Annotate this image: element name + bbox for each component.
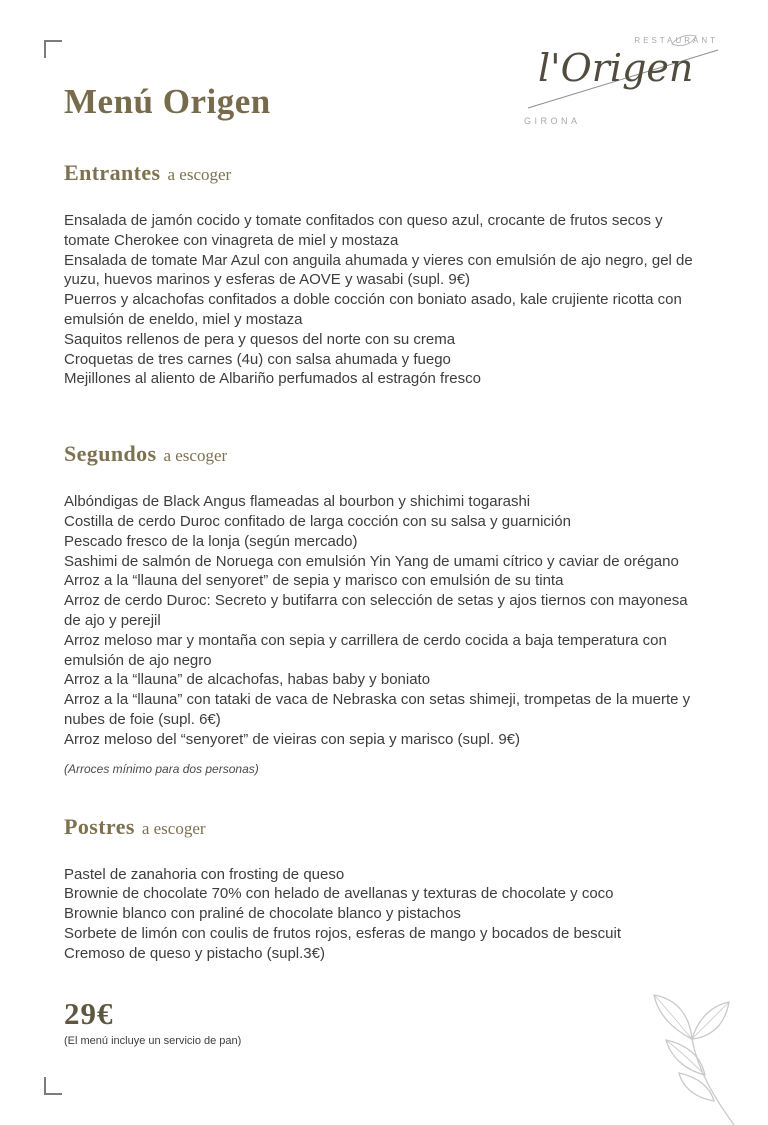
frame-corner-bottom-left (44, 1077, 62, 1095)
menu-item: Ensalada de tomate Mar Azul con anguila ahumada y vieres con emulsión de ajo negro, gel de yuzu, huevos marinos y esferas de AOVE y wasabi (supl. 9€) (64, 251, 693, 289)
menu-item: Arroz de cerdo Duroc: Secreto y butifarra con selección de setas y ajos tiernos con mayonesa de ajo y perejil (64, 592, 688, 629)
entrantes-heading-row (64, 160, 708, 187)
logo-tagline: RESTAURANT (634, 36, 718, 45)
logo-city: GIRONA (524, 116, 581, 126)
menu-price: 29€ (64, 995, 114, 1031)
menu-item: Brownie blanco con praliné de chocolate blanco y pistachos (64, 905, 461, 923)
segundos-items (64, 492, 708, 749)
menu-item: Arroz a la “llauna” de alcachofas, habas baby y boniato (64, 671, 431, 689)
menu-content (64, 0, 708, 1047)
menu-item: Croquetas de tres carnes (4u) con salsa ahumada y fuego (64, 350, 451, 368)
menu-item: Arroz a la “llauna del senyoret” de sepia y marisco con emulsión de su tinta (64, 572, 564, 590)
section-segundos (64, 441, 708, 775)
menu-item: Saquitos rellenos de pera y quesos del norte con su crema (64, 330, 456, 348)
menu-item: Pescado fresco de la lonja (según mercado) (64, 532, 358, 550)
section-subheading: a escoger (141, 818, 206, 838)
segundos-heading-row (64, 441, 708, 468)
entrantes-items (64, 211, 708, 389)
menu-item: Pastel de zanahoria con frosting de queso (64, 865, 345, 883)
menu-item: Arroz meloso del “senyoret” de vieiras con sepia y marisco (supl. 9€) (64, 730, 521, 748)
postres-heading-row (64, 814, 708, 841)
menu-item: Brownie de chocolate 70% con helado de avellanas y texturas de chocolate y coco (64, 885, 614, 903)
menu-item: Puerros y alcachofas confitados a doble cocción con boniato asado, kale crujiente ricotta con emulsión de eneldo, miel y mostaza (64, 291, 682, 328)
section-subheading: a escoger (163, 446, 228, 466)
section-heading: Segundos (64, 441, 157, 467)
menu-item: Costilla de cerdo Duroc confitado de larga cocción con su salsa y guarnición (64, 512, 571, 530)
section-entrantes (64, 160, 708, 389)
menu-item: Ensalada de jamón cocido y tomate confitados con queso azul, crocante de frutos secos y tomate Cherokee con vinagreta de miel y mostaza (64, 212, 663, 249)
frame-corner-top-left (44, 40, 62, 58)
postres-items (64, 865, 708, 964)
menu-item: Arroz meloso mar y montaña con sepia y carrillera de cerdo cocida a baja temperatura con emulsión de ajo negro (64, 631, 667, 669)
menu-item: Albóndigas de Black Angus flameadas al bourbon y shichimi togarashi (64, 493, 531, 511)
section-heading: Postres (64, 813, 135, 839)
menu-item: Sorbete de limón con coulis de frutos rojos, esferas de mango y bocados de bescuit (64, 924, 621, 942)
section-postres (64, 814, 708, 964)
section-subheading: a escoger (167, 165, 232, 184)
section-heading: Entrantes (64, 160, 161, 185)
page-title: Menú Origen (64, 82, 271, 121)
menu-item: Arroz a la “llauna” con tataki de vaca de Nebraska con setas shimeji, trompetas de la muerte y nubes de foie (supl. 6€) (64, 691, 691, 728)
menu-item: Cremoso de queso y pistacho (supl.3€) (64, 944, 325, 962)
logo-name: l'Origen (538, 46, 694, 90)
bread-service-note: (El menú incluye un servicio de pan) (64, 1034, 242, 1047)
rice-minimum-note: (Arroces mínimo para dos personas) (64, 761, 259, 776)
menu-item: Mejillones al aliento de Albariño perfumados al estragón fresco (64, 370, 481, 388)
menu-item: Sashimi de salmón de Noruega con emulsión Yin Yang de umami cítrico y caviar de orégano (64, 552, 679, 570)
leaf-decoration-icon (592, 985, 742, 1125)
